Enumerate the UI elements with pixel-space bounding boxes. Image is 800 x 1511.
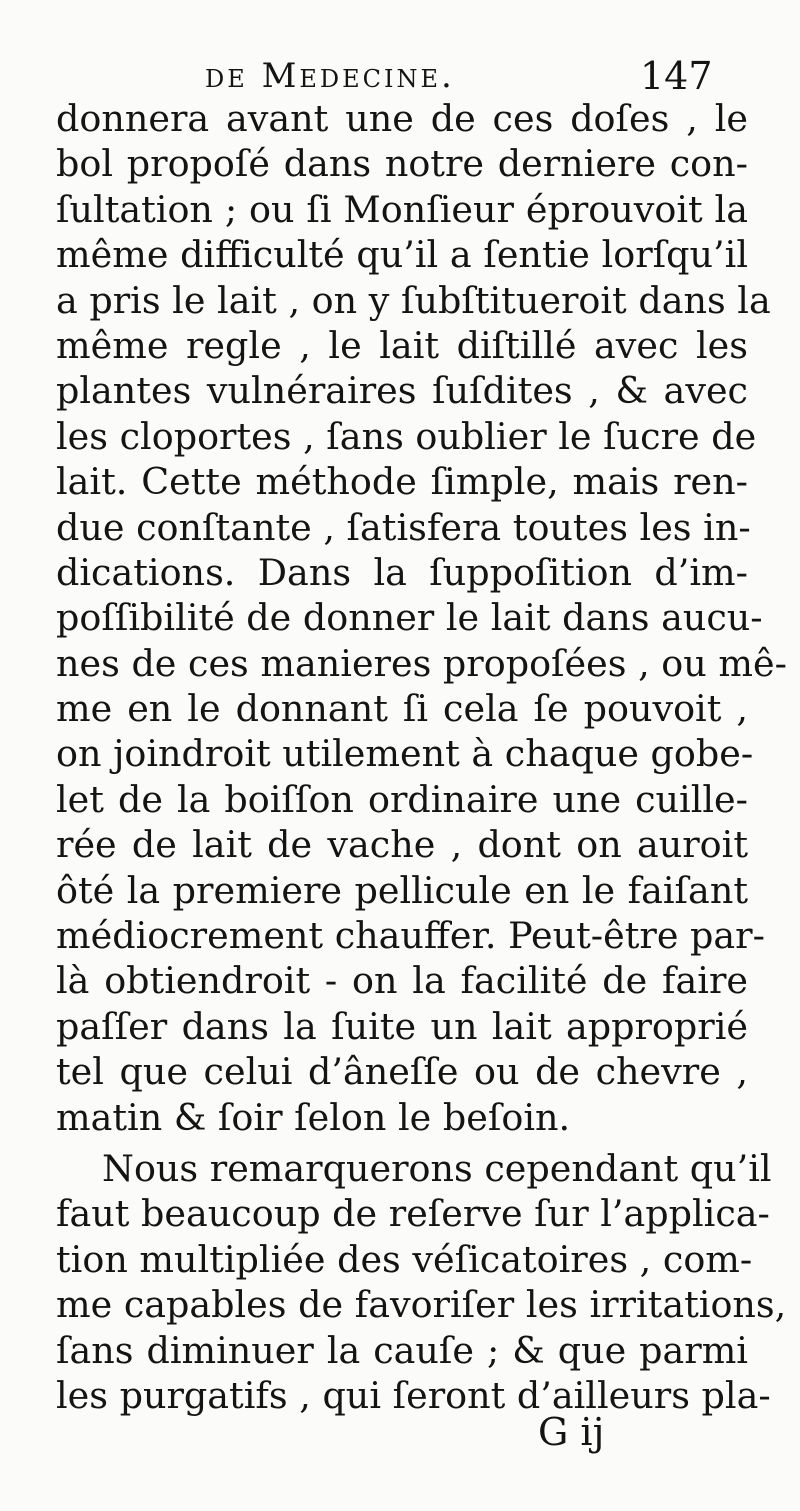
text-line: plantes vulnéraires ſuſdites , & avec — [56, 369, 748, 413]
text-line: me capables de favoriſer les irritations, — [56, 1283, 787, 1327]
text-line: même difficulté qu’il a ſentie lorſqu’il — [56, 233, 748, 277]
text-line: poſſibilité de donner le lait dans aucu- — [56, 596, 763, 640]
text-line: nes de ces manieres propoſées , ou mê- — [56, 641, 787, 685]
text-line: due conſtante , ſatisfera toutes les in- — [56, 505, 751, 549]
text-line: ôté la premiere pellicule en le faiſant — [56, 868, 748, 912]
signature-mark: G ij — [538, 1410, 605, 1454]
text-line: médiocrement chauffer. Peut-être par- — [56, 914, 765, 958]
text-line: même regle , le lait diſtillé avec les — [56, 323, 748, 367]
text-line: bol propoſé dans notre derniere con- — [56, 142, 748, 186]
text-line: là obtiendroit - on la facilité de faire — [56, 959, 748, 1003]
text-line: les purgatifs , qui ſeront d’ailleurs pla- — [56, 1373, 771, 1417]
text-line: tel que celui d’âneſſe ou de chevre , — [56, 1050, 748, 1094]
text-line: donnera avant une de ces doſes , le — [56, 97, 748, 140]
running-title: de Medecine. — [205, 56, 455, 96]
text-line: a pris le lait , on y ſubſtitueroit dans la — [56, 278, 771, 322]
paragraph — [56, 1146, 787, 1418]
text-line: faut beaucoup de reſerve ſur l’applica- — [56, 1192, 770, 1236]
text-line: les cloportes , ſans oublier le ſucre de — [56, 414, 757, 458]
text-line: lait. Cette méthode ſimple, mais ren- — [56, 460, 748, 504]
text-line: ſultation ; ou ſi Monſieur éprouvoit la — [56, 187, 748, 231]
body-text — [56, 96, 787, 1418]
text-line: Nous remarquerons cependant qu’il — [102, 1146, 772, 1190]
text-line: paſſer dans la ſuite un lait approprié — [56, 1004, 748, 1048]
paragraph — [56, 96, 787, 1140]
text-line: me en le donnant ſi cela ſe pouvoit , — [56, 687, 748, 731]
text-line: on joindroit utilement à chaque gobe- — [56, 732, 754, 776]
text-line: tion multipliée des véſicatoires , com- — [56, 1237, 753, 1281]
page-header — [0, 50, 800, 100]
text-line: rée de lait de vache , dont on auroit — [56, 823, 748, 867]
text-line: let de la boiſſon ordinaire une cuille- — [56, 777, 748, 821]
text-line: ſans diminuer la cauſe ; & que parmi — [56, 1328, 748, 1372]
text-line: matin & ſoir ſelon le beſoin. — [56, 1095, 571, 1139]
text-line: dications. Dans la ſuppoſition d’im- — [56, 550, 748, 594]
page-number: 147 — [640, 54, 713, 98]
